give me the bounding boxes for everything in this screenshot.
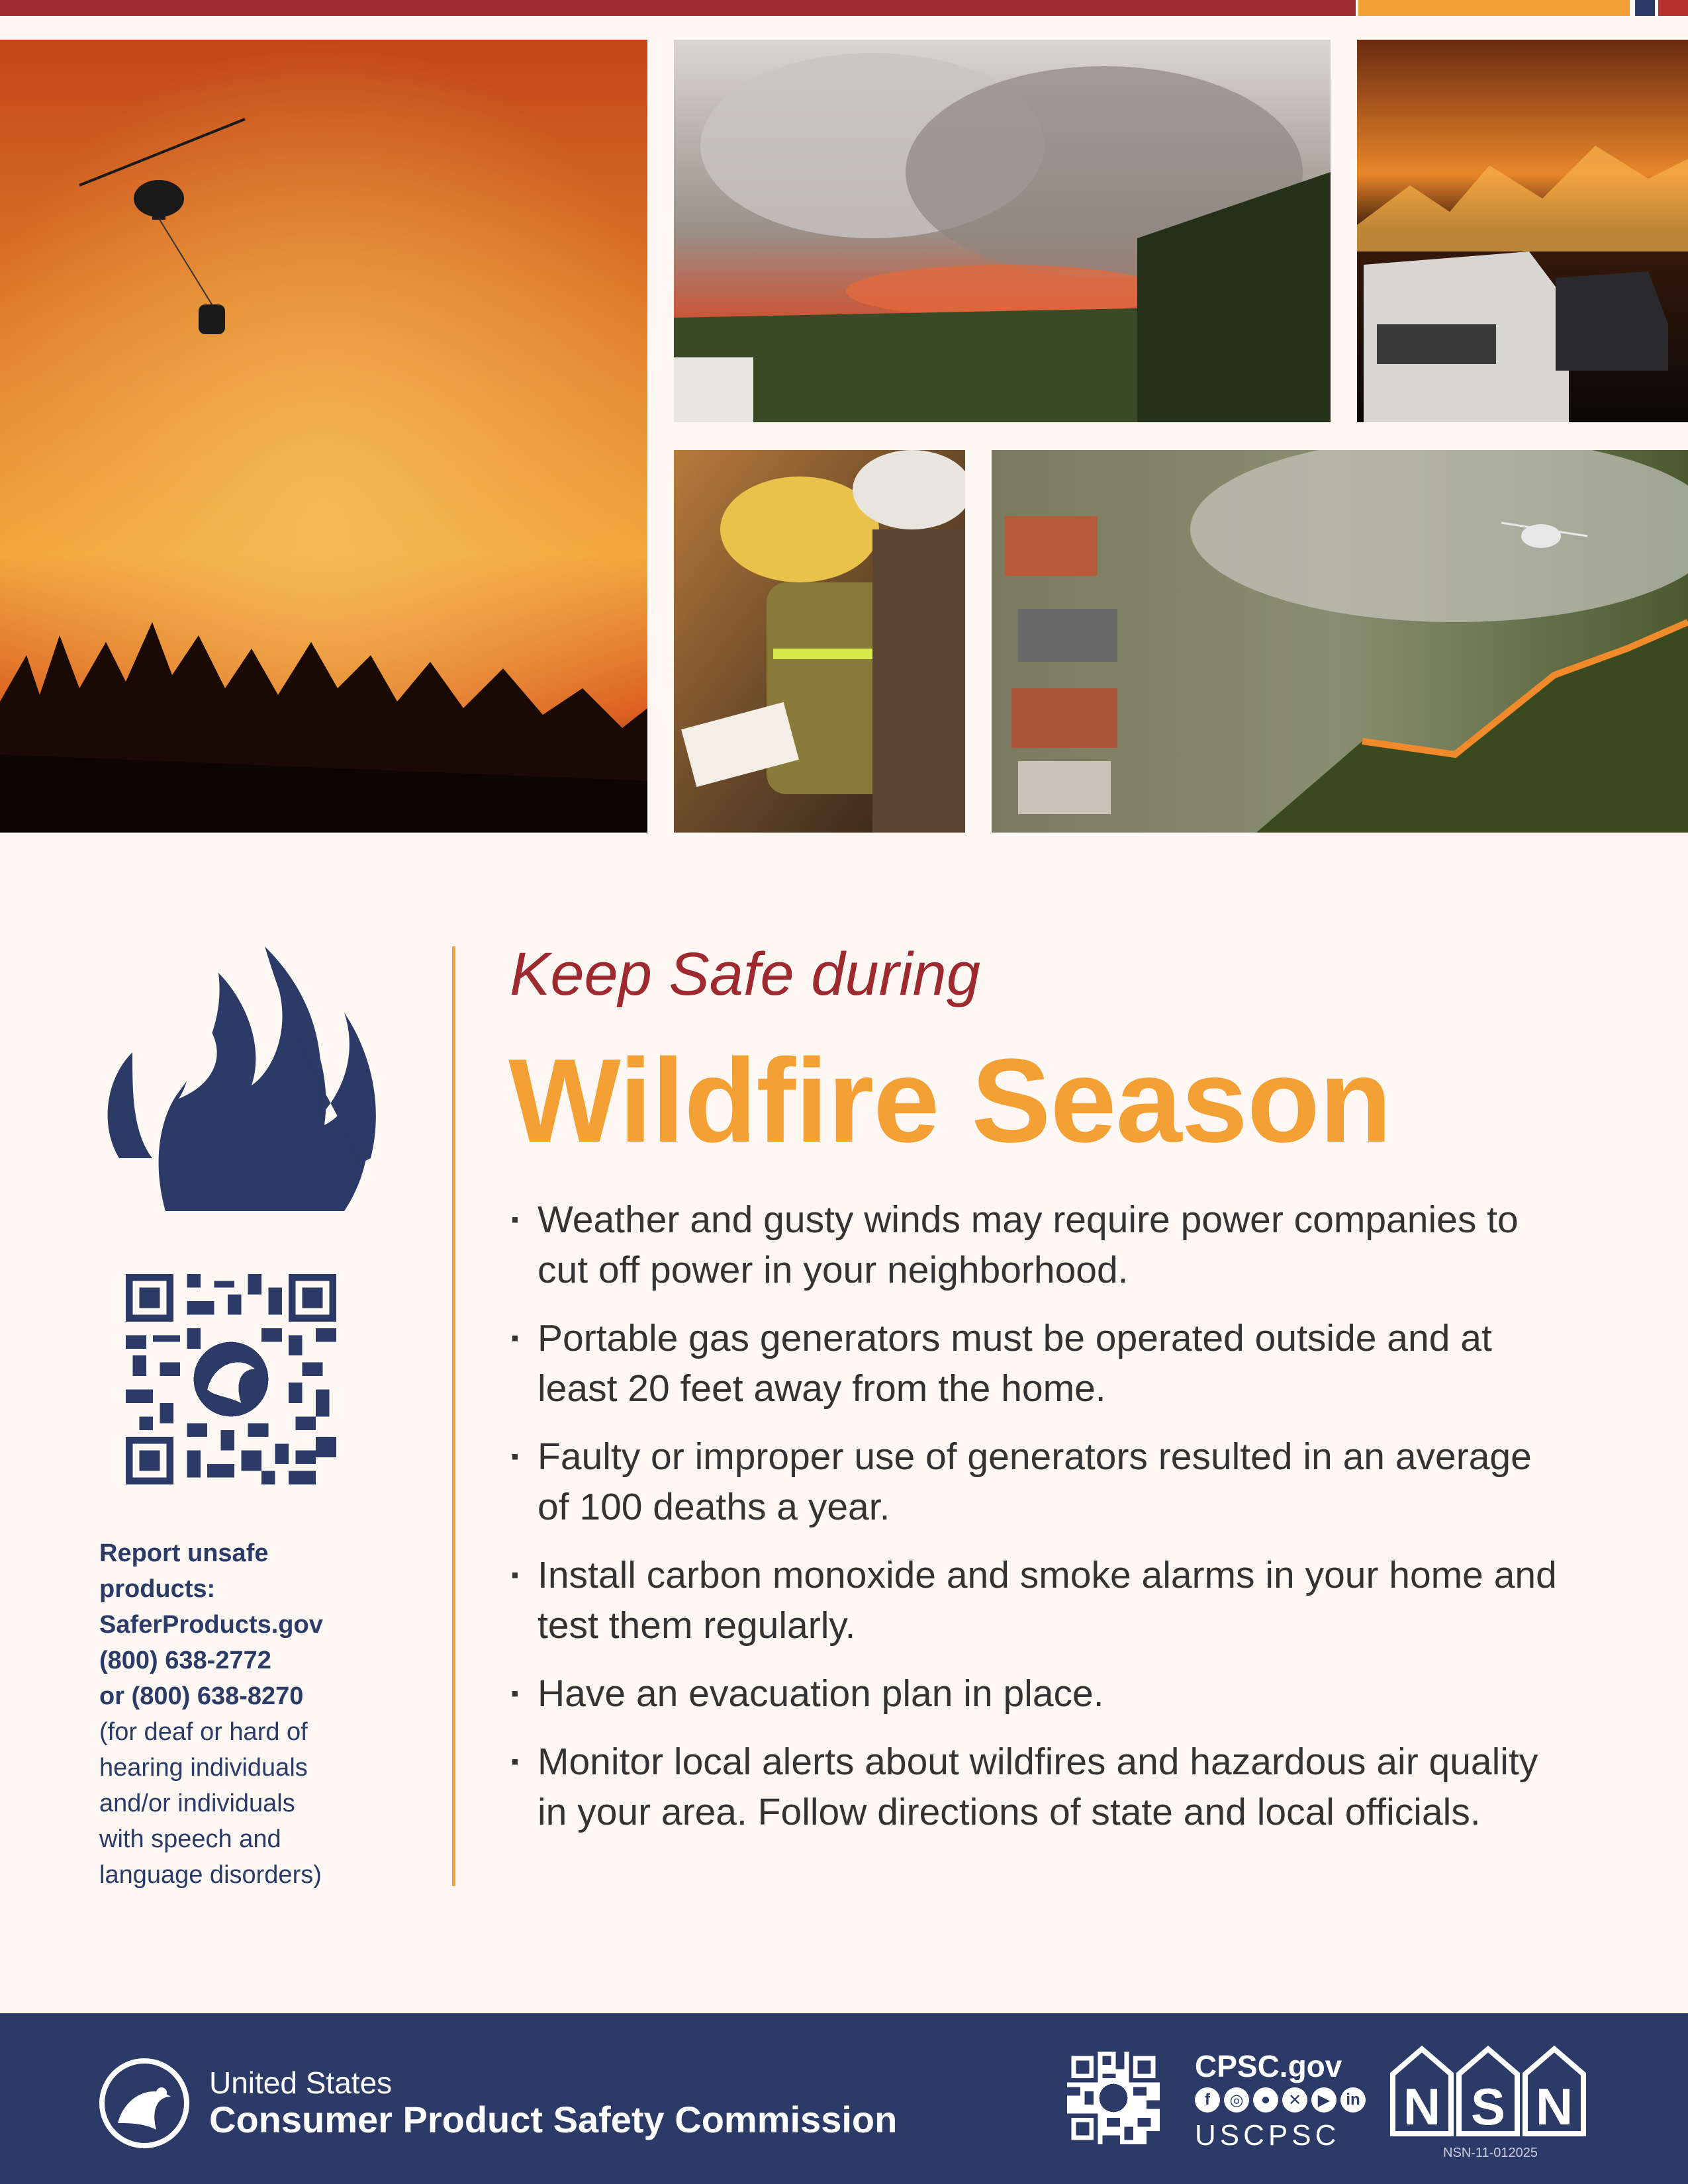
report-note-line: language disorders) <box>99 1861 322 1889</box>
headline-title: Wildfire Season <box>508 1034 1391 1167</box>
headline-kicker: Keep Safe during <box>510 940 980 1008</box>
report-note-line: and/or individuals <box>99 1790 295 1817</box>
report-phone1[interactable]: (800) 638-2772 <box>99 1647 271 1674</box>
list-item: · Portable gas generators must be operated outside and at least 20 feet away from the home. <box>510 1313 1569 1414</box>
nsn-code: NSN-11-012025 <box>1443 2146 1538 2160</box>
report-note-line: with speech and <box>99 1825 281 1853</box>
flickr-icon[interactable]: ● <box>1253 2087 1278 2113</box>
helicopter-forest-fire-photo <box>0 40 647 833</box>
report-line2: products: <box>99 1575 216 1603</box>
agency-name-line1: United States <box>209 2066 393 2100</box>
nsn-letter: N <box>1535 2077 1573 2136</box>
top-bar-orange <box>1358 0 1630 16</box>
top-bar-red-end <box>1658 0 1688 16</box>
report-line1: Report unsafe <box>99 1539 269 1567</box>
smoke-over-neighborhood-photo <box>674 40 1331 422</box>
wildfire-flame-icon <box>93 946 384 1211</box>
list-item: · Monitor local alerts about wildfires and hazardous air quality in your area. Follow directions of state and local officials. <box>510 1737 1569 1837</box>
list-item: · Faulty or improper use of generators resulted in an average of 100 deaths a year. <box>510 1432 1569 1532</box>
nsn-logo <box>1387 2044 1593 2136</box>
list-item: · Weather and gusty winds may require power companies to cut off power in your neighborhood. <box>510 1195 1569 1295</box>
agency-name-line2: Consumer Product Safety Commission <box>209 2099 898 2140</box>
x-icon[interactable]: ✕ <box>1282 2087 1307 2113</box>
footer-qr-code[interactable] <box>1067 2052 1160 2144</box>
cpsc-seal-icon <box>98 2057 191 2150</box>
list-item: · Have an evacuation plan in place. <box>510 1668 1569 1719</box>
aerial-neighborhood-fire-photo <box>992 450 1688 833</box>
safety-tips-list <box>510 1195 1569 1855</box>
instagram-icon[interactable]: ◎ <box>1224 2087 1249 2113</box>
report-website-link[interactable]: SaferProducts.gov <box>99 1611 323 1639</box>
list-item: · Install carbon monoxide and smoke alarms in your home and test them regularly. <box>510 1550 1569 1651</box>
nsn-letter: S <box>1470 2077 1506 2136</box>
firefighters-photo <box>674 450 965 833</box>
social-icons <box>1195 2087 1366 2115</box>
top-color-bar <box>0 0 1688 16</box>
facebook-icon[interactable]: f <box>1195 2087 1220 2113</box>
social-handle: USCPSC <box>1195 2119 1340 2152</box>
cpsc-website-link[interactable]: CPSC.gov <box>1195 2049 1342 2083</box>
linkedin-icon[interactable]: in <box>1340 2087 1366 2113</box>
youtube-icon[interactable]: ▶ <box>1311 2087 1336 2113</box>
fire-cars-night-photo <box>1357 40 1688 422</box>
report-note-line: hearing individuals <box>99 1754 308 1782</box>
report-phone2[interactable]: or (800) 638-8270 <box>99 1682 304 1710</box>
qr-code[interactable] <box>126 1274 336 1484</box>
vertical-divider <box>452 946 455 1886</box>
top-bar-red <box>0 0 1356 16</box>
report-note-line: (for deaf or hard of <box>99 1718 308 1746</box>
report-info <box>99 1535 391 1893</box>
top-bar-navy <box>1635 0 1655 16</box>
nsn-letter: N <box>1403 2077 1441 2136</box>
